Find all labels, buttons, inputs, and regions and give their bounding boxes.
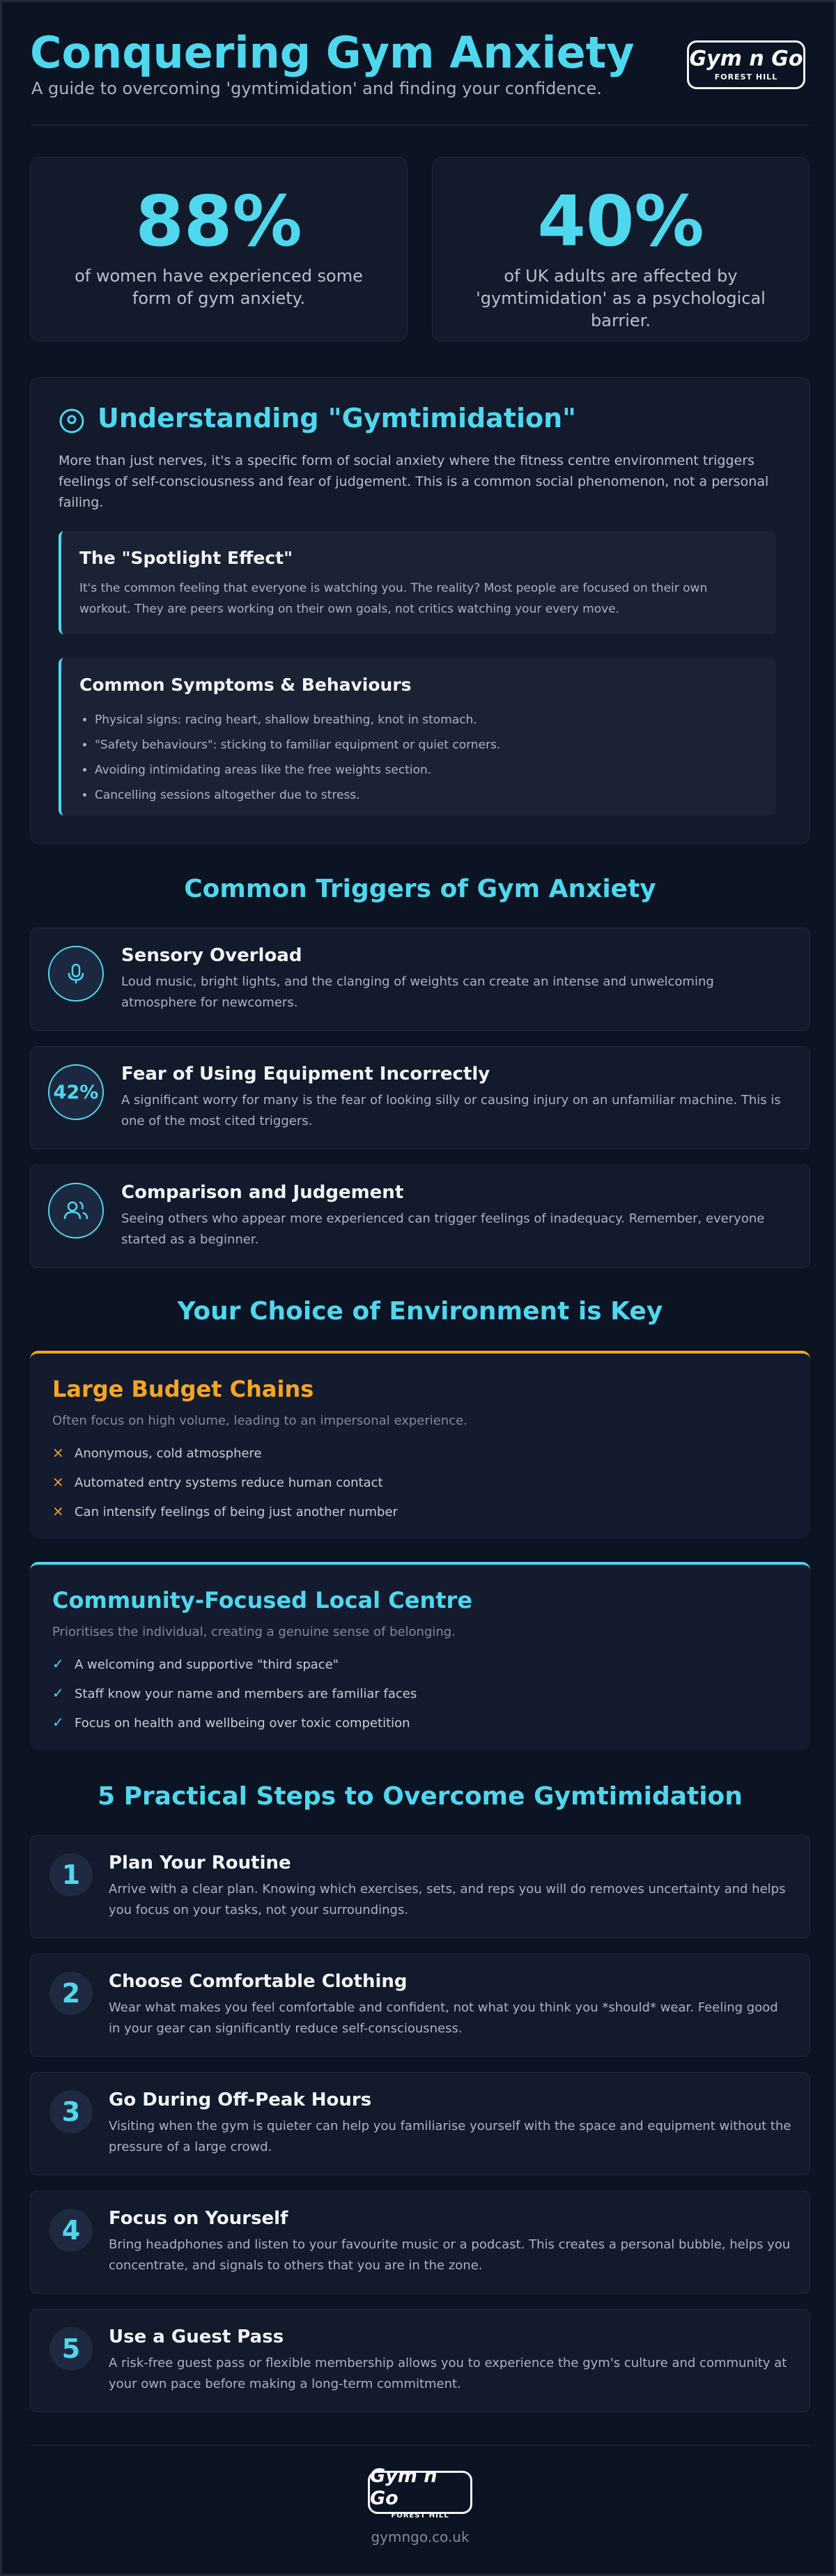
- local-centre-card: [30, 1562, 810, 1750]
- footer-logo[interactable]: [368, 2465, 472, 2520]
- step-number: 1: [49, 1853, 93, 1896]
- step-title: Focus on Yourself: [109, 2208, 288, 2229]
- trigger-title: Comparison and Judgement: [121, 1182, 404, 1203]
- symptoms-list: [95, 707, 776, 808]
- stat-card-women: [30, 157, 408, 342]
- cross-icon: ×: [52, 1444, 64, 1461]
- step-number: 4: [49, 2209, 93, 2252]
- stat-value: 40%: [537, 181, 704, 262]
- website-link[interactable]: gymngo.co.uk: [371, 2529, 470, 2545]
- footer-divider: [30, 2445, 810, 2446]
- step-number: 3: [49, 2090, 93, 2133]
- stat-card-uk-adults: [432, 157, 810, 342]
- step-card: [30, 1835, 810, 1938]
- understanding-intro: More than just nerves, it's a specific form of social anxiety where the fitness centre environment triggers feelings of self-consciousness and fear of judgement. This is a common social phenomenon, not a personal failing.: [59, 453, 769, 510]
- step-card: [30, 2191, 810, 2294]
- logo-wordmark: Gym n Go: [370, 2465, 438, 2509]
- trigger-text: Loud music, bright lights, and the clanging of weights can create an intense and unwelcoming atmosphere for newcomers.: [121, 974, 714, 1010]
- trigger-card-comparison: [30, 1165, 810, 1268]
- step-text: Visiting when the gym is quieter can help you familiarise yourself with the space and equipment without the pressure of a large crowd.: [109, 2119, 791, 2154]
- trigger-title: Fear of Using Equipment Incorrectly: [121, 1064, 490, 1084]
- list-item: × Anonymous, cold atmosphere: [52, 1439, 398, 1468]
- location-pin-icon: [59, 408, 85, 434]
- logo-location: FOREST HILL: [391, 2512, 449, 2520]
- environment-title: Your Choice of Environment is Key: [177, 1297, 663, 1326]
- stat-caption: of women have experienced some form of gym anxiety.: [75, 266, 363, 308]
- check-icon: ✓: [52, 1685, 64, 1701]
- step-text: A risk-free guest pass or flexible membership allows you to experience the gym's culture and community at your own pace before making a long-term commitment.: [109, 2356, 787, 2391]
- header: [30, 27, 810, 125]
- symptoms-title: Common Symptoms & Behaviours: [79, 675, 412, 695]
- spotlight-effect-box: [59, 531, 776, 634]
- microphone-icon: [48, 946, 104, 1002]
- trigger-title: Sensory Overload: [121, 945, 302, 966]
- triggers-title: Common Triggers of Gym Anxiety: [184, 875, 656, 903]
- cross-icon: ×: [52, 1473, 64, 1490]
- list-item: ✓ Staff know your name and members are familiar faces: [52, 1679, 417, 1708]
- logo-wordmark: Gym n Go: [689, 47, 803, 71]
- stat-value: 88%: [135, 181, 302, 262]
- chains-list: [52, 1439, 398, 1526]
- symptoms-box: [59, 658, 776, 815]
- logo-location: FOREST HILL: [714, 72, 778, 82]
- step-text: Wear what makes you feel comfortable and confident, not what you think you *should* wear. Feeling good in your gear can significantly reduce self-consciousness.: [109, 2000, 778, 2036]
- step-title: Choose Comfortable Clothing: [109, 1971, 408, 1992]
- brand-logo[interactable]: [687, 40, 805, 89]
- step-title: Plan Your Routine: [109, 1853, 291, 1873]
- spotlight-title: The "Spotlight Effect": [79, 548, 293, 568]
- step-text: Bring headphones and listen to your favourite music or a podcast. This creates a personal bubble, helps you concentrate, and signals to others that you are in the zone.: [109, 2237, 791, 2273]
- step-title: Go During Off-Peak Hours: [109, 2090, 372, 2110]
- page-subtitle: A guide to overcoming 'gymtimidation' and finding your confidence.: [31, 79, 602, 98]
- list-item: × Can intensify feelings of being just another number: [52, 1497, 398, 1526]
- step-number: 2: [49, 1972, 93, 2015]
- list-item: • "Safety behaviours": sticking to familiar equipment or quiet corners.: [95, 733, 776, 758]
- trigger-card-sensory: [30, 928, 810, 1031]
- list-item: ✓ A welcoming and supportive "third space": [52, 1650, 417, 1679]
- check-icon: ✓: [52, 1714, 64, 1731]
- list-item: × Automated entry systems reduce human contact: [52, 1468, 398, 1497]
- trigger-text: Seeing others who appear more experienced can trigger feelings of inadequacy. Remember, everyone started as a beginner.: [121, 1211, 765, 1247]
- list-item: ✓ Focus on health and wellbeing over toxic competition: [52, 1708, 417, 1738]
- chains-title: Large Budget Chains: [52, 1376, 314, 1402]
- step-text: Arrive with a clear plan. Knowing which exercises, sets, and reps you will do removes uncertainty and helps you focus on your tasks, not your surroundings.: [109, 1882, 786, 1917]
- local-list: [52, 1650, 417, 1738]
- step-card: [30, 2072, 810, 2175]
- users-icon: [48, 1183, 104, 1239]
- list-item: • Avoiding intimidating areas like the free weights section.: [95, 758, 776, 783]
- list-item: • Physical signs: racing heart, shallow breathing, knot in stomach.: [95, 707, 776, 733]
- stat-caption: of UK adults are affected by 'gymtimidation' as a psychological barrier.: [476, 266, 766, 330]
- local-title: Community-Focused Local Centre: [52, 1587, 473, 1613]
- understanding-card: [30, 377, 810, 844]
- chains-description: Often focus on high volume, leading to an impersonal experience.: [52, 1413, 467, 1428]
- trigger-card-equipment: [30, 1046, 810, 1149]
- trigger-text: A significant worry for many is the fear of looking silly or causing injury on an unfamiliar machine. This is one of the most cited triggers.: [121, 1093, 781, 1128]
- step-title: Use a Guest Pass: [109, 2326, 284, 2347]
- understanding-title: Understanding "Gymtimidation": [98, 403, 576, 434]
- spotlight-text: It's the common feeling that everyone is watching you. The reality? Most people are focused on their own workout. They are peers working on their own goals, not critics watching your every move.: [79, 581, 708, 616]
- cross-icon: ×: [52, 1503, 64, 1519]
- local-description: Prioritises the individual, creating a genuine sense of belonging.: [52, 1625, 456, 1639]
- check-icon: ✓: [52, 1655, 64, 1672]
- budget-chains-card: [30, 1351, 810, 1539]
- step-card: [30, 1954, 810, 2057]
- list-item: • Cancelling sessions altogether due to stress.: [95, 783, 776, 808]
- percent-badge-icon: 42%: [48, 1064, 104, 1120]
- step-number: 5: [49, 2327, 93, 2370]
- step-card: [30, 2309, 810, 2412]
- page-title: Conquering Gym Anxiety: [30, 27, 635, 78]
- steps-title: 5 Practical Steps to Overcome Gymtimidation: [98, 1782, 743, 1811]
